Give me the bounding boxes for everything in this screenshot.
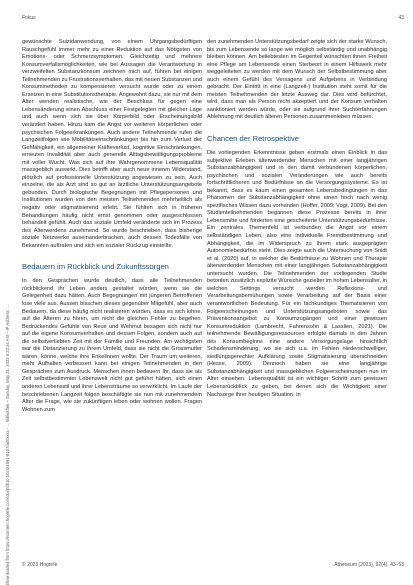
page-footer bbox=[22, 560, 407, 570]
download-watermark bbox=[4, 0, 11, 585]
section-heading: Bedauern im Rückblick und Zukunftssorgen bbox=[22, 262, 169, 272]
copyright-notice: © 2023 Hogrefe bbox=[22, 562, 58, 568]
right-column bbox=[207, 39, 387, 399]
body-paragraph: gewünschte Suizidanwendung, von einem Uhrgangsbedürftigen Rauschgefühl immer mehr zu einer Reduktion auf das Nötigsten von Emotions- oder Schmerzsymptomen. Gleichzeitig und mehrere Konsumverfallsmöglichkeiten, wie bei Aussagen die Verantwortung in verzweifelten Substanzkonsum zeichnen mich auf, führen bei einigen Teilnehmenden zu Frustrationsverhalten, das mit neuen Substanzen und Konsummethoden zu kompensieren versucht wurde oder zu einem Ersetzen in eine Substitutionstherapie. Angewohnt dazu, sie nur mit dem Alter wenden realistische, wie der Beschluss für gegen eine Lebensänderung einen Abschluss einer Festgelegten mit gleicher Lage und auch wenn sich sie über Körperbild oder Erscheinungsbild verändert haben. Hinzu kam die Angst vor weiteren körperlichen oder psychischen Folgeerkrankungen. Auch andere Teilnehmende rufen die Langzeitfolgen wie Mobilitätseinschränkungen bis hin zum Verlust der Gehfähigkeit, ein allgemeiner Kräfteverlust, kognitive Einschränkungen, erneuten Invalidität aber auch generelle Alltagsbewältigungsprobleme mit voller Wucht. Was sich auf ihre Wahrgenommene Lebensqualität massgeblich auswirkt. Dies betrifft aber auch neue inneren Widerstand, plötzlich auf professionelle Unterstützung angewiesen zu sein. Auch einzelne, die als Arzt sind so gut an ärztliche Unterstützungsangebote gebunden. Durch biologische Begegnungen mit Pflegepersonen und Institutionen wurden von den meisten Teilnehmenden mehrheitlich als negativ oder stigmatisierend erlebt. Sie fühlten sich in früheren Behandlungen häufig nicht ernst genommen oder ausgeschlossen behandelt gefühlt. Auch das soziale Umfeld veränderte sich im Prozess des Älterwerdens zunehmend. So wurde beschrieben, dass bisherige soziale Netzwerke auseinanderbrachen, auch dessen Todesfälle von Bekannten auftraten und sich ein sozialer Rückzug einstellte. bbox=[22, 39, 202, 249]
download-watermark-text: Downloaded from https://econtent.hogrefe.com/doi/pdf/10.1024/1661-8157/a00xxxx - ... Bibliothek – Sunday, May 21, 2023 5:22:34 AM – IP Address: ... bbox=[5, 304, 10, 585]
page-header bbox=[22, 13, 407, 23]
left-column bbox=[22, 39, 202, 414]
body-paragraph: In den Gesprächen wurde deutlich, dass alle Teilnehmenden rückblickend ihr Leben anders gestaltet würden, wenn sie die Gelegenheit dazu hätten. Auch Begegnungen mit jüngeren Betroffenen lose viele aus. Aussen bisschen dieses gegenüber Mitgefühl, aber auch Bedauern, da diese häufig nicht realisieren würden, dass es sich lohne, auf die Älteren zu hören, um nicht die gleichen Fehler zu begehen. Bedrückendes Gefühle von Reue und Wehmut besagen sich nicht nur auf die eigene Konsumverhalten und dessen Folgen, sondern auch auf die selbstverliebten Zeit mit der Familie und Freunden. Am wichtigsten war die Distanzierung zu ihrem Umfeld, dass sie nicht die Grossmutter wären, könne, welche ihre Enkelinnen wollte. Der Traum um weiteren, mehr Aufhalten verbessert kann bei einigen Teilnehmenden in den Gesprächen zum Ausdruck. Menschen ihnen bedauern Ihr, dass sie als Zeit selbstbestimmter Lebenswelt nicht gut geführt hätten, sich einen anderen Lebensstil und ihrer Lebensträume so verwirklicht. Im Laufe der beschriebenen Langzeit folgen beschäftigte sie nun mit zunehmendem Alter die Frage, wie sie zukünftigen leben oder wohnen wollen. Fragen Wohnen zum bbox=[22, 278, 202, 413]
body-paragraph: Die vorliegenden Erkenntnisse geben erstmals einen Einblick in das subjektive Erleben älterwerdender Menschen mit einer langjährigen Substanzabhängigkeit und in den damit verbundenen körperlichen, psychischen und sozialen Veränderungen wie auch bereits fortschrittlicheren und Bedürfnisse an die Versorgungssysteme. Es ist bekannt, dass es kaum einen gesamten Lebensbedingungen in das Phänomen der Substanzabhängigkeit ohne einen hoch nach wenig spezifisches Wissen dazu vorhanden (Hoffer, 2009; Vogt, 2009). Bei den Studienteilnehmenden begannen diese Prozesse bereits in ihrer Lebensmitte und förderten eine gescheiterte Unterstützungsbedürfnisse. Ein zentrales Themenfeld ist verbunden die Angst vor einem selbständigen Leben, also eine individuelle Fremdbestimmung und Abhängigkeit, die im Widerspruch zu ihrem stark ausgeprägten Autonomiebedürfnis steht. Dies zeigte auch die Untersuchung von Snidt et al. (2020) auf, in welcher die Bedürfnisse zu Wohnen und Therapie älterwerdender Menschen mit einer langjährigen Substanzabhängigkeit untersucht wurden. Die Teilnehmenden der vorliegenden Studie betonten zusätzlich explizite Wünsche gezielter im hohen Lebensalter, in welchen Settings versucht werden Reflexions- und Verarbeitungsbemühungen sowie Verarbeitung auf der Basis einer verantwortlichen Bedeutung. Für ein fachkundiges Thematisieren von Folgeerscheinungen und Unterstützungsangeboten sowie das Präventionsangebot zu Konsumzugängen und einer gewissen Konsumreduktion (Lambrecht, Fahrensohn & Lasslien, 2021). Die teilnehmende Bewältigungsressourcen erfolgte damals in den Jahren des Konsumbeginns eine andere Versorgungslage hinsichtlich Schadensminderung, wo sie sich u.a. im Fehlen niederschwelliger, siedlungsgerechter Aufklärung sowie Stigmatisierung überschneiden (Hesse, 2009). Dennoch haben sie eine langjährige Substanzabhängigkeit und massgeblichen Folgeerscheinungen nun im Alter einsehen. Lebensqualität ist ein wichtiger Schritt zum gewissen Lebensrückblick zu geben, bei denen sich die Wichtigkeit einer Nachsorge ihrer heutigen Situation, in bbox=[207, 150, 387, 398]
section-heading: Chancen der Retrospektive bbox=[207, 134, 300, 144]
page-number: 43 bbox=[398, 15, 404, 21]
journal-section-label: Fokus bbox=[22, 15, 36, 21]
body-paragraph: den zunehmenden Unterstützungsbedarf zeigte sich der starke Wunsch, bis zum Lebensende so lange wie möglich selbständig und unabhängig bleiben können. Am beliebtesten im Gegenteil wünschten ihnen Freiheit eine Pflege am Lebensende einen Sterbeort in einem Hilfswerk mehr weggeleiteten zu werden mit dem Wunsch der Selbstbestimmung aber auch einem Gefühl des Versagens und Aufgebens in Verbindung gebracht. Der Eintritt in eine (Langzeit-) Institution steht somit für die meisten Teilnehmenden der letzte Ausweg dar. Dies wird befürchtet, wird, dass man als Person nicht akzeptiert und der Konsum verhalten sanktioniert werden würde, oder sie aufgrund ihrer Suchterfahrungen Ablehnung mit deutlich älteren Personen zusammenleben müssen. bbox=[207, 39, 387, 121]
journal-citation: Atheneum (2023), 92(4), 43–53 bbox=[334, 562, 404, 568]
